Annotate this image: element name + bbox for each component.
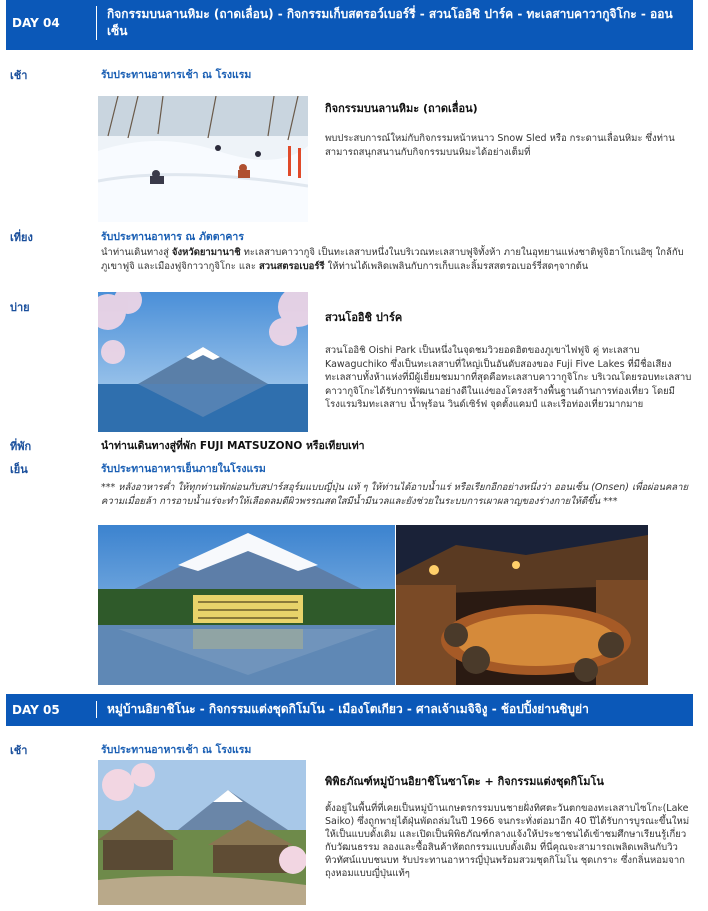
day04-header <box>6 0 693 50</box>
hotel-fuji-photo <box>98 525 395 685</box>
d4-noon-meal: รับประทานอาหาร ณ ภัตตาคาร <box>101 231 244 243</box>
day05-header <box>6 694 693 726</box>
snow-sled-photo <box>98 96 308 222</box>
d4-morning-slot: เช้า <box>10 69 28 82</box>
d4-morning-activity-title: กิจกรรมบนลานหิมะ (ถาดเลื่อน) <box>325 102 478 115</box>
d4-stay-text: นำท่านเดินทางสู่ที่พัก FUJI MATSUZONO หรือเทียบเท่า <box>101 440 365 452</box>
day04-title: กิจกรรมบนลานหิมะ (ถาดเลื่อน) - กิจกรรมเก็บสตรอว์เบอร์รี่ - สวนโออิชิ ปาร์ค - ทะเลสาบคาวากูจิโกะ - ออนเซ็น <box>96 6 687 40</box>
onsen-photo <box>396 525 648 685</box>
d5-morning-activity-text: ตั้งอยู่ในพื้นที่ที่เคยเป็นหมู่บ้านเกษตรกรรมบนชายฝั่งทิศตะวันตกของทะเลสาบไซโกะ(Lake Saiko) ซึ่งถูกพายุไต้ฝุ่นพัดถล่มในปี 1966 จนกระทั่งต่อมาอีก 40 ปีได้รับการบูรณะขึ้นใหม่ให้เป็นแบบดั้งเดิม และเปิดเป็นพิพิธภัณฑ์กลางแจ้งให้ประชาชนได้เข้าชมศึกษาเรียนรู้เกี่ยวกับวัฒนธรรม ลองและซื้อสินค้าหัตถกรรมแบบดั้งเดิม ที่นี่คุณจะสามารถเพลิดเพลินกับวิวทิวทัศน์แบบชนบท รับประทานอาหารญี่ปุ่นพร้อมสวมชุดกิโมโน ชุดเกราะ ซึ่งกลิ่นหอมจากถุงหอมแบบญี่ปุ่นแท้ๆ <box>325 803 690 879</box>
d5-morning-activity-title: พิพิธภัณฑ์หมู่บ้านอิยาชิโนซาโตะ + กิจกรรมแต่งชุดกิโมโน <box>325 775 604 788</box>
d4-noon-text: นำท่านเดินทางสู่ จังหวัดยามานาชิ ทะเลสาบคาวากูจิ เป็นทะเลสาบหนึ่งในบริเวณทะเลสาบฟูจิทั้งห้า ภายในอุทยานแห่งชาติฟูจิฮาโกเนอิซุ ใกล้กับภูเขาฟูจิ และเมืองฟูจิกาวากูจิโกะ และ สวนสตรอเบอร์รี ให้ท่านได้เพลิดเพลินกับการเก็บและลิ้มรสสตรอเบอร์รี่สดๆจากต้น <box>101 247 684 272</box>
day04-label: DAY 04 <box>12 16 60 30</box>
day05-label: DAY 05 <box>12 703 60 717</box>
day05-title: หมู่บ้านอิยาชิโนะ - กิจกรรมแต่งชุดกิโมโน - เมืองโตเกียว - ศาลเจ้าเมจิจิงู - ช้อปปิ้งย่านชิบูย่า <box>96 701 687 718</box>
d4-morning-activity-text: พบประสบการณ์ใหม่กับกิจกรรมหน้าหนาว Snow Sled หรือ กระดานเลื่อนหิมะ ซึ่งท่านสามารถสนุกสนานกับกิจกรรมบนหิมะได้อย่างเต็มที่ <box>325 133 675 158</box>
yamanashi-highlight: จังหวัดยามานาชิ <box>171 247 241 258</box>
d4-noon-slot: เที่ยง <box>10 231 33 244</box>
d4-afternoon-activity-text: สวนโออิชิ Oishi Park เป็นหนึ่งในจุดชมวิวยอดฮิตของภูเขาไฟฟูจิ คู่ ทะเลสาบ Kawaguchiko ซึ่งเป็นทะเลสาบที่ใหญ่เป็นอันดับสองของ Fuji Five Lakes ที่มีชื่อเสียง ทะเลสาบทั้งห้าแห่งที่มีผู้เยี่ยมชมมากที่สุดคือทะเลสาบคาวากูจิโกะ บริเวณโดยรอบทะเลสาบคาวากูจิโกะได้รับการพัฒนาอย่างดีในแง่ของโครงสร้างพื้นฐานด้านการท่องเที่ยว โดยมีโรงแรมริมทะเลสาบ น้ำพุร้อน วินด์เซิร์ฟ จุดตั้งแคมป์ และเรือท่องเที่ยวมากมาย <box>325 345 692 410</box>
d4-evening-meal: รับประทานอาหารเย็นภายในโรงแรม <box>101 463 266 475</box>
d4-afternoon-slot: บ่าย <box>10 301 30 314</box>
d4-evening-note: *** หลังอาหารค่ำ ให้ทุกท่านพักผ่อนกับสปาร์สอุร์มแบบญี่ปุ่น แท้ ๆ ให้ท่านได้อาบน้ำแร่ หรือเรียกอีกอย่างหนึ่งว่า ออนเซ็น (Onsen) เพื่อผ่อนคลายความเมื่อยล้า การอาบน้ำแร่จะทำให้เลือดลมดีผิวพรรณสดใสมีน้ำมีนวลและยังช่วยในระบบการเผาผลาญของร่างกายให้ดีขึ้น *** <box>101 482 689 507</box>
strawberry-farm-highlight: สวนสตรอเบอร์รี <box>258 260 325 272</box>
mount-fuji-lake-photo <box>98 292 308 432</box>
d4-afternoon-activity-title: สวนโออิชิ ปาร์ค <box>325 311 403 324</box>
d4-morning-meal: รับประทานอาหารเช้า ณ โรงแรม <box>101 69 252 81</box>
d5-morning-meal: รับประทานอาหารเช้า ณ โรงแรม <box>101 744 252 756</box>
d5-morning-slot: เช้า <box>10 744 28 757</box>
d4-stay-slot: ที่พัก <box>10 440 32 453</box>
d4-evening-slot: เย็น <box>10 463 28 476</box>
iyashi-village-photo <box>98 760 306 905</box>
